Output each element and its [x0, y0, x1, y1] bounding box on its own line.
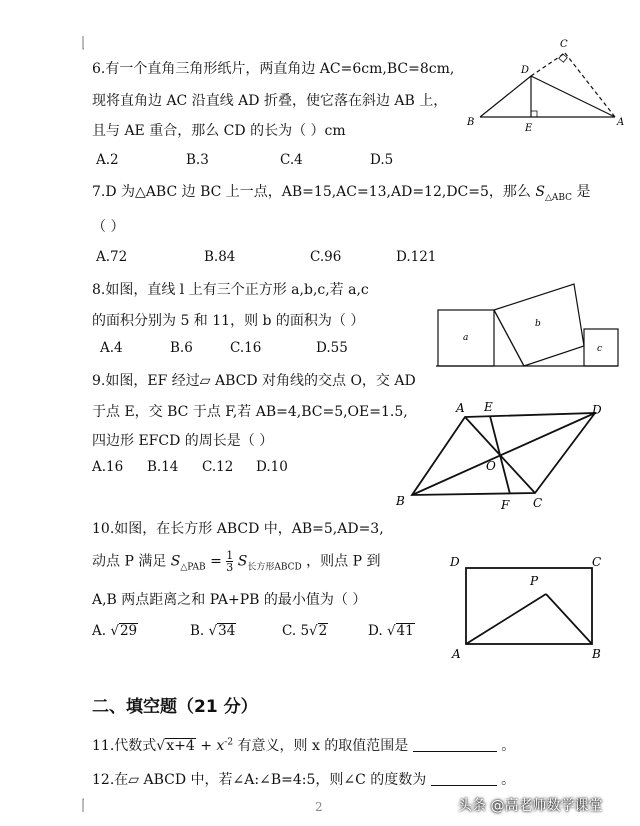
q10-label-d: D	[450, 555, 460, 569]
q10-option-d: D. √41	[368, 623, 414, 639]
q7-option-a: A.72	[96, 249, 128, 265]
q6-label-a: A	[617, 117, 625, 128]
q10-line-2-pre: 动点 P 满足	[92, 553, 167, 570]
q8-options	[100, 340, 400, 358]
q6-line-2: 现将直角边 AC 沿直线 AD 折叠，使它落在斜边 AB 上，	[92, 93, 448, 109]
watermark: 头条 @高老师数学课堂	[458, 798, 603, 814]
q11-post: 有意义，则 x 的取值范围是	[237, 738, 409, 754]
q9-line-1: 9.如图，EF 经过▱ ABCD 对角线的交点 O，交 AD	[92, 373, 416, 389]
q9-label-c: C	[533, 496, 543, 510]
q10-option-d-letter: D.	[368, 623, 383, 639]
q6-label-e: E	[525, 123, 533, 134]
q6-label-c: C	[560, 39, 568, 50]
q10-fraction	[226, 550, 233, 573]
q7-line-2: （ ）	[92, 219, 125, 235]
q7-area-s: S	[535, 184, 545, 200]
q8-squares-figure	[432, 272, 622, 372]
q6-option-c: C.4	[280, 152, 303, 168]
q11-radicand: x+4	[166, 738, 195, 754]
q12-answer-blank[interactable]	[431, 771, 497, 786]
q9-label-b: B	[396, 494, 405, 508]
q9-label-a: A	[456, 401, 465, 415]
q12-text: 12.在▱ ABCD 中，若∠A:∠B=4:5，则∠C 的度数为	[92, 772, 427, 788]
q11-plus: +	[200, 738, 212, 754]
q10-line-2	[92, 550, 381, 573]
q10-option-c: C. 5√2	[282, 623, 328, 639]
q10-option-a-rad: 29	[119, 623, 138, 639]
q10-label-p: P	[530, 574, 539, 588]
q10-label-b: B	[592, 647, 601, 661]
q10-area-sub2: 长方形ABCD	[247, 562, 302, 573]
q11-answer-blank[interactable]	[413, 737, 497, 752]
corner-mark-top-left	[70, 36, 84, 50]
q8-option-c: C.16	[230, 340, 262, 356]
q6-label-d: D	[521, 65, 530, 76]
q10-option-b: B. √34	[190, 623, 236, 639]
q6-label-b: B	[467, 117, 475, 128]
q6-option-b: B.3	[186, 152, 209, 168]
q10-label-c: C	[592, 555, 602, 569]
section-2-title: 二、填空题（21 分）	[92, 697, 258, 717]
q6-triangle-figure	[455, 35, 635, 135]
q10-option-b-rad: 34	[218, 623, 236, 639]
q9-line-3: 四边形 EFCD 的周长是（ ）	[92, 433, 274, 449]
q6-line-1: 6.有一个直角三角形纸片，两直角边 AC=6cm,BC=8cm,	[92, 61, 455, 77]
q11-x: x	[216, 738, 225, 754]
q11-end: 。	[501, 738, 516, 754]
q7-option-d: D.121	[396, 249, 437, 265]
q9-parallelogram-figure	[390, 395, 620, 515]
q9-label-d: D	[592, 403, 602, 417]
q8-line-2: 的面积分别为 5 和 11，则 b 的面积为（ ）	[92, 313, 365, 329]
q9-option-d: D.10	[256, 459, 288, 475]
q10-option-a: A. √29	[92, 623, 138, 639]
q7-option-c: C.96	[310, 249, 342, 265]
q6-options	[96, 152, 426, 170]
q10-area-sub1: △PAB	[180, 562, 206, 573]
q9-label-f: F	[501, 498, 510, 512]
q10-option-a-letter: A.	[92, 623, 107, 639]
q10-line-1: 10.如图，在长方形 ABCD 中，AB=5,AD=3,	[92, 521, 384, 537]
q9-label-e: E	[484, 400, 493, 414]
q11-line: 11.代数式$√x+4 + x^{-2}$ 有意义，则 x 的取值范围是 。	[92, 737, 516, 754]
q8-line-1: 8.如图，直线 l 上有三个正方形 a,b,c,若 a,c	[92, 282, 369, 298]
corner-mark-bottom-left	[70, 798, 84, 812]
q12-line	[92, 769, 515, 789]
q10-area-s2: S	[237, 553, 248, 570]
q10-frac-den: 3	[226, 561, 234, 574]
q10-option-b-letter: B.	[190, 623, 205, 639]
q10-options	[92, 623, 432, 645]
q7-line-1-pre: 7.D 为△ABC 边 BC 上一点，AB=15,AC=13,AD=12,DC=5，那么	[92, 184, 531, 200]
q9-option-c: C.12	[202, 459, 234, 475]
q9-label-o: O	[486, 459, 496, 473]
q10-area-s1: S	[170, 553, 181, 570]
q10-label-a: A	[452, 647, 461, 661]
q6-option-d: D.5	[370, 152, 394, 168]
q7-option-b: B.84	[204, 249, 236, 265]
q10-option-d-rad: 41	[396, 623, 414, 639]
q6-option-a: A.2	[96, 152, 119, 168]
q8-option-a: A.4	[100, 340, 123, 356]
q6-line-3: 且与 AE 重合，那么 CD 的长为（ ）cm	[92, 123, 346, 139]
q9-option-a: A.16	[92, 459, 124, 475]
q8-label-a: a	[463, 333, 469, 343]
q10-option-c-rad: 2	[318, 623, 328, 639]
q9-options	[92, 459, 312, 477]
q8-option-b: B.6	[170, 340, 193, 356]
q9-option-b: B.14	[147, 459, 179, 475]
q7-area-sub: △ABC	[544, 192, 573, 203]
page-number: 2	[315, 800, 323, 814]
q12-end: 。	[501, 772, 516, 788]
q11-pre: 11.代数式	[92, 738, 157, 754]
q10-eq: =	[210, 553, 222, 570]
q11-exponent: -2	[224, 737, 234, 748]
q10-line-2-post: ，则点 P 到	[306, 553, 381, 570]
q8-label-c: c	[597, 344, 603, 354]
q10-line-3: A,B 两点距离之和 PA+PB 的最小值为（ ）	[92, 592, 367, 608]
q10-rectangle-figure	[440, 548, 620, 666]
q8-option-d: D.55	[316, 340, 348, 356]
q7-options	[96, 249, 456, 267]
q8-label-b: b	[535, 319, 541, 329]
q10-frac-num: 1	[226, 549, 234, 562]
q10-option-c-coef: 5	[300, 623, 310, 639]
q7-line-1	[92, 181, 591, 203]
q9-line-2: 于点 E，交 BC 于点 F,若 AB=4,BC=5,OE=1.5,	[92, 404, 408, 420]
q7-line-1-post: 是	[576, 184, 591, 200]
q10-option-c-letter: C.	[282, 623, 297, 639]
